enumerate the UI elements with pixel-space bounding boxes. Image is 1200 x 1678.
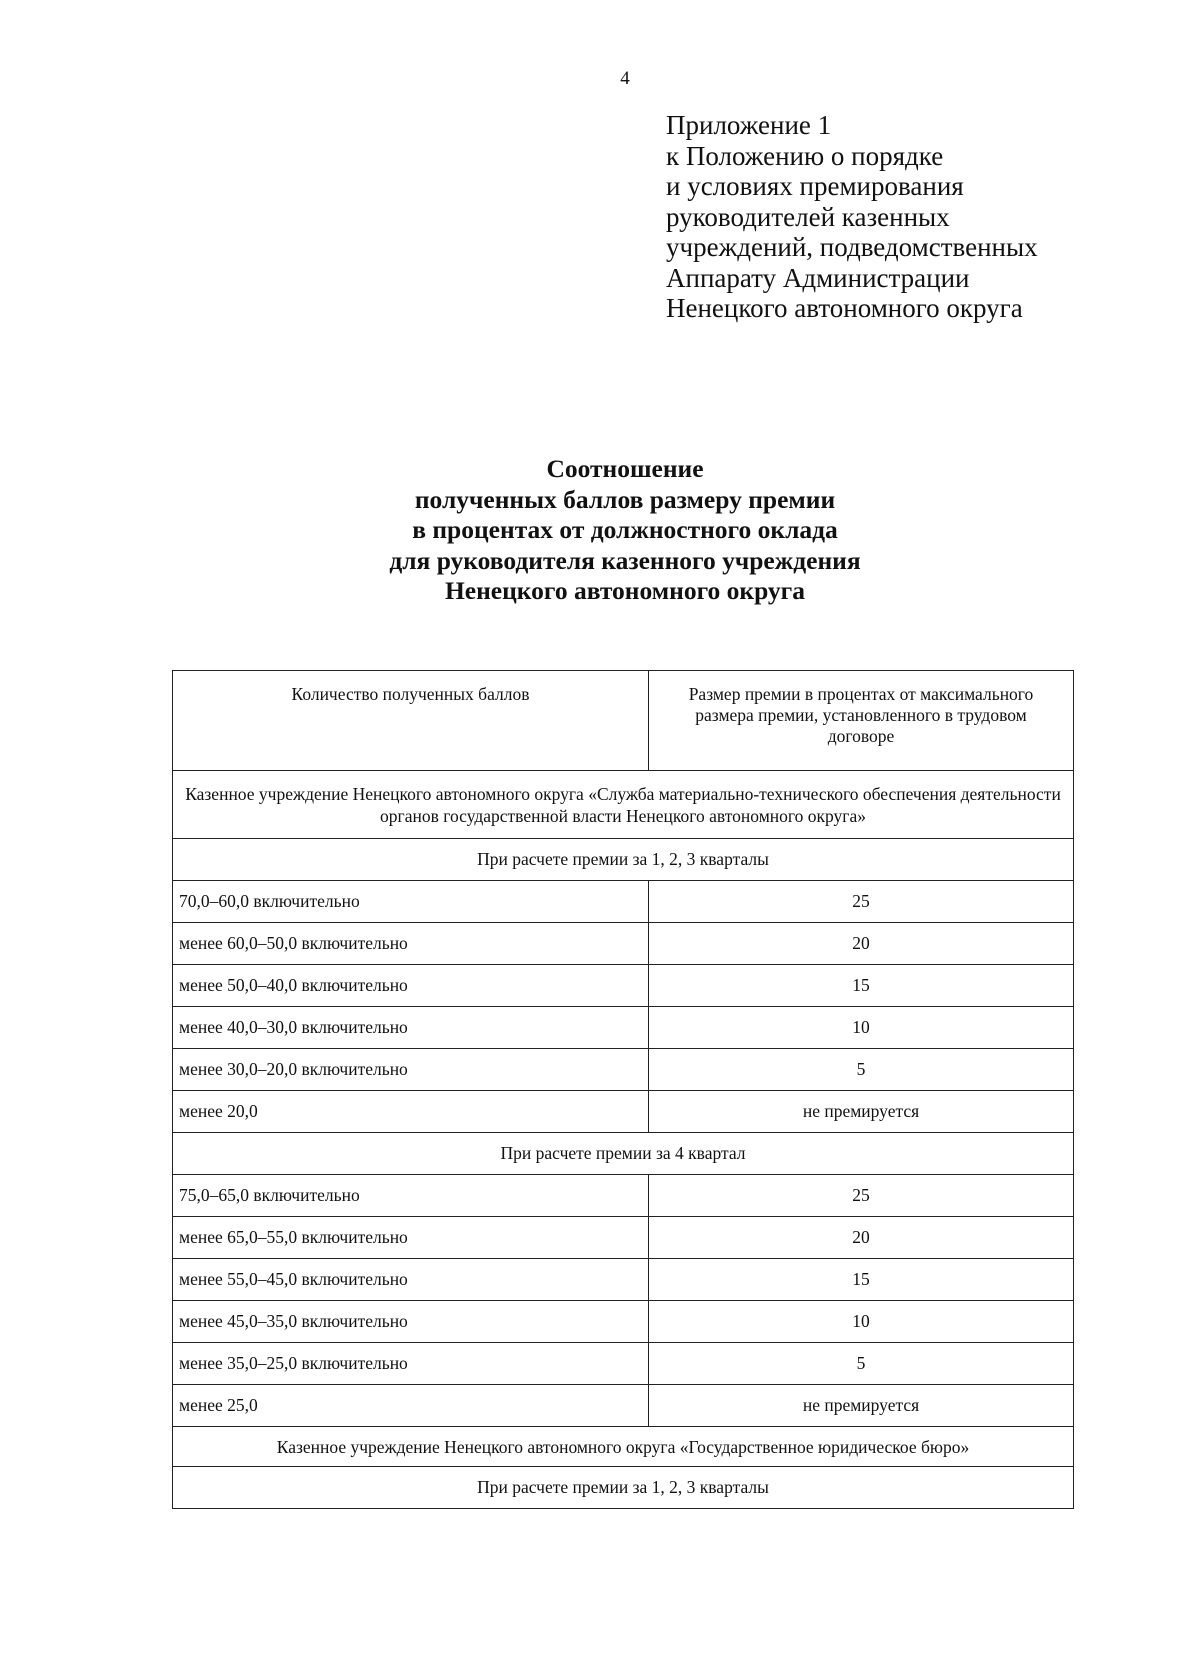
institution-row [173,771,1074,839]
points-range: менее 65,0–55,0 включительно [173,1217,649,1259]
appendix-caption [666,110,1038,324]
title-line: полученных баллов размеру премии [414,484,836,514]
table-row [173,1259,1074,1301]
table-row [173,1343,1074,1385]
table-row [173,1091,1074,1133]
table-row [173,1007,1074,1049]
premium-value: 15 [649,965,1074,1007]
title-line: в процентах от должностного оклада [412,515,838,544]
page-number: 4 [620,68,630,89]
period-label: При расчете премии за 1, 2, 3 кварталы [173,839,1074,881]
table-row [173,1175,1074,1217]
points-range: 70,0–60,0 включительно [173,881,649,923]
appendix-line: учреждений, подведомственных [666,232,1038,262]
table-row [173,881,1074,923]
premium-value: 15 [649,1259,1074,1301]
points-range: менее 50,0–40,0 включительно [173,965,649,1007]
period-row [173,839,1074,881]
premium-value: 20 [649,923,1074,965]
period-label: При расчете премии за 1, 2, 3 кварталы [173,1467,1074,1509]
points-range: менее 30,0–20,0 включительно [173,1049,649,1091]
points-range: менее 40,0–30,0 включительно [173,1007,649,1049]
table-row [173,1049,1074,1091]
document-title [0,454,1200,607]
appendix-line: руководителей казенных [666,201,950,232]
points-range: менее 45,0–35,0 включительно [173,1301,649,1343]
title-line: Соотношение [546,454,704,483]
appendix-line: Ненецкого автономного округа [666,293,1023,323]
premium-value: 10 [649,1007,1074,1049]
points-range: менее 35,0–25,0 включительно [173,1343,649,1385]
period-row [173,1467,1074,1509]
premium-value: 5 [649,1049,1074,1091]
premium-value: 10 [649,1301,1074,1343]
appendix-line: Приложение 1 [666,110,832,140]
premium-value: 20 [649,1217,1074,1259]
table-row [173,923,1074,965]
appendix-line: Аппарату Администрации [666,262,970,293]
title-line: Ненецкого автономного округа [444,576,806,605]
points-range: менее 25,0 [173,1385,649,1427]
title-line: для руководителя казенного учреждения [389,545,861,575]
table-row [173,965,1074,1007]
institution-row [173,1427,1074,1467]
period-row [173,1133,1074,1175]
premium-value: 25 [649,881,1074,923]
table-row [173,1385,1074,1427]
table-header-row [173,671,1074,771]
appendix-line: и условиях премирования [666,171,964,201]
premium-value: не премируется [649,1385,1074,1427]
premium-table [172,670,1074,1509]
header-premium: Размер премии в процентах от максимального размера премии, установленного в трудовом договоре [649,671,1074,771]
premium-value: 25 [649,1175,1074,1217]
table-row [173,1217,1074,1259]
premium-value: 5 [649,1343,1074,1385]
points-range: менее 55,0–45,0 включительно [173,1259,649,1301]
premium-value: не премируется [649,1091,1074,1133]
institution-name: Казенное учреждение Ненецкого автономного округа «Государственное юридическое бюро» [173,1427,1074,1467]
points-range: 75,0–65,0 включительно [173,1175,649,1217]
header-points: Количество полученных баллов [173,671,649,771]
points-range: менее 20,0 [173,1091,649,1133]
institution-name: Казенное учреждение Ненецкого автономного округа «Служба материально-технического обеспечения деятельности органов государственной власти Ненецкого автономного округа» [173,771,1074,839]
table-row [173,1301,1074,1343]
appendix-line: к Положению о порядке [666,140,944,171]
points-range: менее 60,0–50,0 включительно [173,923,649,965]
period-label: При расчете премии за 4 квартал [173,1133,1074,1175]
